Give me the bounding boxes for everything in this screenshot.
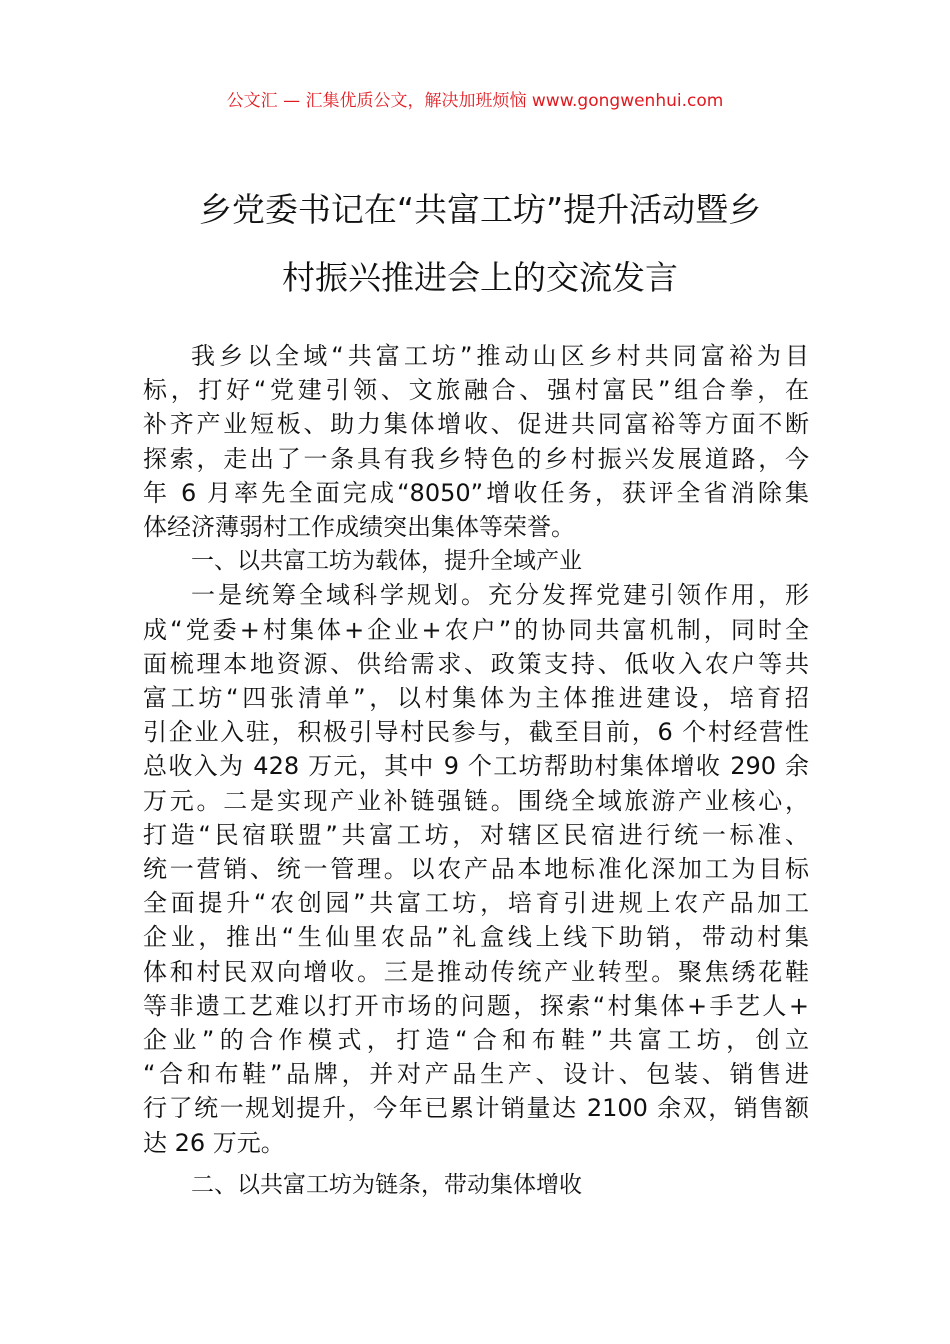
paragraph-line: 补齐产业短板、助力集体增收、促进共同富裕等方面不断 — [143, 410, 809, 439]
paragraph-line: 探索，走出了一条具有我乡特色的乡村振兴发展道路，今 — [143, 444, 809, 473]
paragraph-line: 体经济薄弱村工作成绩突出集体等荣誉。 — [143, 513, 575, 542]
paragraph-line: 达 26 万元。 — [143, 1128, 285, 1157]
paragraph-line: 成“党委+村集体+企业+农户”的协同共富机制，同时全 — [143, 615, 809, 644]
section-heading-1: 一、以共富工坊为载体，提升全域产业 — [191, 548, 582, 575]
paragraph-line: 面梳理本地资源、供给需求、政策支持、低收入农户等共 — [143, 649, 809, 678]
paragraph-line: 我乡以全域“共富工坊”推动山区乡村共同富裕为目 — [191, 342, 809, 370]
section1-paragraph — [143, 578, 809, 1159]
paragraph-line: “合和布鞋”品牌，并对产品生产、设计、包装、销售进 — [143, 1060, 809, 1089]
paragraph-line: 打造“民宿联盟”共富工坊，对辖区民宿进行统一标准、 — [143, 820, 809, 849]
paragraph-line: 标，打好“党建引领、文旅融合、强村富民”组合拳，在 — [143, 376, 809, 405]
paragraph-line: 引企业入驻，积极引导村民参与，截至目前，6 个村经营性 — [143, 718, 809, 747]
paragraph-line: 统一营销、统一管理。以农产品本地标准化深加工为目标 — [143, 855, 809, 884]
paragraph-line: 全面提升“农创园”共富工坊，培育引进规上农产品加工 — [143, 889, 809, 918]
paragraph-line: 体和村民双向增收。三是推动传统产业转型。聚焦绣花鞋 — [143, 957, 809, 986]
paragraph-line: 企业，推出“生仙里农品”礼盒线上线下助销，带动村集 — [143, 923, 809, 952]
paragraph-line: 年 6 月率先全面完成“8050”增收任务，获评全省消除集 — [143, 478, 809, 507]
paragraph-line: 总收入为 428 万元，其中 9 个工坊帮助村集体增收 290 余 — [143, 752, 809, 781]
document-body — [143, 339, 809, 1202]
intro-paragraph — [143, 339, 809, 544]
title-line-2: 村振兴推进会上的交流发言 — [282, 258, 678, 297]
paragraph-line: 富工坊“四张清单”，以村集体为主体推进建设，培育招 — [143, 684, 809, 713]
paragraph-line: 行了统一规划提升，今年已累计销量达 2100 余双，销售额 — [143, 1094, 809, 1123]
paragraph-line: 万元。二是实现产业补链强链。围绕全域旅游产业核心， — [143, 786, 809, 815]
paragraph-line: 企业”的合作模式，打造“合和布鞋”共富工坊，创立 — [143, 1026, 809, 1055]
header-banner: 公文汇 — 汇集优质公文，解决加班烦恼 www.gongwenhui.com — [226, 91, 724, 111]
document-title — [100, 176, 860, 312]
section-heading-2: 二、以共富工坊为链条，带动集体增收 — [191, 1171, 582, 1198]
paragraph-line: 等非遗工艺难以打开市场的问题，探索“村集体+手艺人+ — [143, 991, 809, 1020]
title-line-1: 乡党委书记在“共富工坊”提升活动暨乡 — [198, 190, 762, 229]
paragraph-line: 一是统筹全域科学规划。充分发挥党建引领作用，形 — [191, 581, 809, 610]
